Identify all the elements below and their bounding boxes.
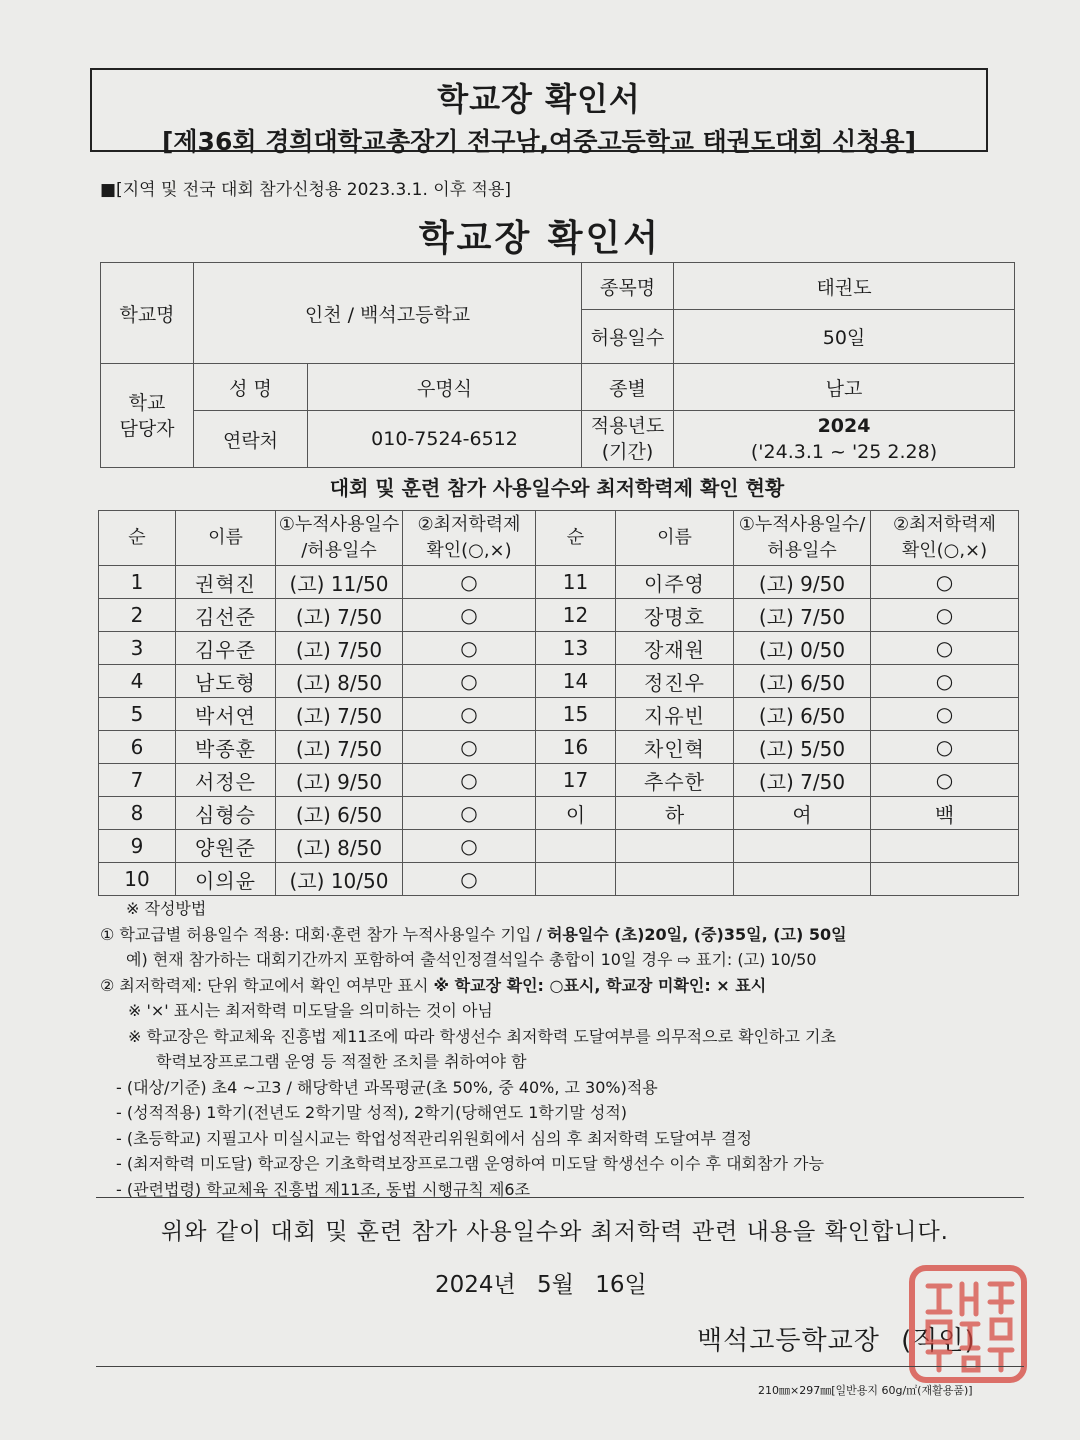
school-value: 인천 / 백석고등학교: [194, 263, 582, 364]
student-no: 7: [99, 764, 176, 797]
note-2-text: ② 최저학력제: 단위 학교에서 확인 여부만 표시: [100, 975, 434, 995]
contact-group-label: 학교 담당자: [101, 364, 194, 468]
student-check: ○: [403, 764, 536, 797]
detail-3: - (초등학교) 지필고사 미실시교는 학업성적관리위원회에서 심의 후 최저학력 도달여부 결정: [116, 1128, 752, 1148]
table-row: [99, 863, 1019, 896]
student-check: ○: [871, 632, 1019, 665]
student-days: (고) 8/50: [276, 665, 403, 698]
student-no: 16: [536, 731, 616, 764]
student-no: 2: [99, 599, 176, 632]
allowed-value: 50일: [674, 310, 1015, 364]
allowed-label: 허용일수: [582, 310, 674, 364]
note-2-bold: ※ 학교장 확인: ○표시, 학교장 미확인: × 표시: [433, 975, 767, 995]
student-no: 13: [536, 632, 616, 665]
empty-cell: [871, 830, 1019, 863]
student-name: 김우준: [176, 632, 276, 665]
detail-1: - (대상/기준) 초4 ~고3 / 해당학년 과목평균(초 50%, 중 40%, 고 30%)적용: [116, 1077, 658, 1097]
col-name: 이름: [176, 511, 276, 566]
notes-title: ※ 작성방법: [126, 899, 207, 918]
student-check: ○: [403, 566, 536, 599]
student-name: 남도형: [176, 665, 276, 698]
gender-value: 남고: [674, 364, 1015, 411]
col-min-right-line2: 확인(○,×): [901, 540, 988, 561]
student-check: ○: [403, 830, 536, 863]
student-no: 3: [99, 632, 176, 665]
note-4b: 학력보장프로그램 운영 등 적절한 조치를 취하여야 함: [156, 1052, 527, 1071]
empty-cell: [734, 863, 871, 896]
student-name: 권혁진: [176, 566, 276, 599]
student-days: (고) 7/50: [276, 731, 403, 764]
table-header-row: [99, 511, 1019, 566]
student-name: 지유빈: [616, 698, 734, 731]
student-name: 김선준: [176, 599, 276, 632]
col-min-right-line1: ②최저학력제: [892, 514, 997, 535]
detail-4: - (최저학력 미도달) 학교장은 기초학력보장프로그램 운영하여 미도달 학생선수 이수 후 대회참가 가능: [116, 1154, 824, 1173]
student-no: 5: [99, 698, 176, 731]
official-seal-icon: [906, 1262, 1030, 1386]
name-value: 우명식: [308, 364, 582, 411]
student-name: 정진우: [616, 665, 734, 698]
student-name: 박서연: [176, 698, 276, 731]
period-value: ('24.3.1 ~ '25 2.28): [750, 441, 938, 463]
student-no: 17: [536, 764, 616, 797]
info-table: [100, 262, 1015, 468]
student-no: 9: [99, 830, 176, 863]
col-min-line1: ②최저학력제: [417, 514, 521, 535]
student-name: 추수한: [616, 764, 734, 797]
detail-5: - (관련법령) 학교체육 진흥법 제11조, 동법 시행규칙 제6조: [116, 1179, 531, 1199]
blank-mark-cell: 하: [616, 797, 734, 830]
student-check: ○: [403, 797, 536, 830]
col-name-right: 이름: [616, 511, 734, 566]
student-check: ○: [403, 599, 536, 632]
student-name: 양원준: [176, 830, 276, 863]
col-days-right: [734, 511, 871, 566]
detail-2: - (성적적용) 1학기(전년도 2학기말 성적), 2학기(당해연도 1학기말 성적): [116, 1103, 628, 1122]
table-row: [99, 566, 1019, 599]
table-row: [99, 599, 1019, 632]
table-heading: 대회 및 훈련 참가 사용일수와 최저학력제 확인 현황: [329, 476, 785, 500]
col-days-right-line2: 허용일수: [767, 540, 837, 561]
col-no: 순: [99, 511, 176, 566]
empty-cell: [616, 863, 734, 896]
student-name: 박종훈: [176, 731, 276, 764]
year-value: 2024: [817, 415, 871, 437]
table-row: [99, 665, 1019, 698]
writing-notes: [100, 896, 1030, 1202]
student-check: ○: [403, 863, 536, 896]
note-2: [100, 973, 1030, 999]
student-check: ○: [403, 665, 536, 698]
notice-line: ■[지역 및 전국 대회 참가신청용 2023.3.1. 이후 적용]: [100, 180, 512, 200]
student-days: (고) 6/50: [734, 698, 871, 731]
student-no: 14: [536, 665, 616, 698]
divider-top: [96, 1197, 1024, 1198]
student-no: 6: [99, 731, 176, 764]
col-days: [276, 511, 403, 566]
student-table: [98, 510, 1019, 896]
event-label: 종목명: [582, 263, 674, 310]
col-days-right-line1: ①누적사용일수/: [738, 514, 866, 535]
student-no: 8: [99, 797, 176, 830]
note-4: ※ 학교장은 학교체육 진흥법 제11조에 따라 학생선수 최저학력 도달여부를 의무적으로 확인하고 기초: [128, 1026, 836, 1046]
phone-label: 연락처: [194, 411, 308, 468]
name-label: 성 명: [194, 364, 308, 411]
blank-mark-cell: 백: [871, 797, 1019, 830]
principal-name: 백석고등학교장: [697, 1326, 880, 1356]
note-1: [100, 922, 1030, 948]
student-name: 심형승: [176, 797, 276, 830]
student-days: (고) 6/50: [734, 665, 871, 698]
student-days: (고) 7/50: [276, 599, 403, 632]
header-subtitle: [제36회 경희대학교총장기 전구남,여중고등학교 태권도대회 신청용]: [161, 127, 916, 156]
year-label-2: (기간): [601, 441, 654, 463]
student-days: (고) 0/50: [734, 632, 871, 665]
student-name: 이의윤: [176, 863, 276, 896]
col-min: [403, 511, 536, 566]
student-check: ○: [403, 731, 536, 764]
col-min-line2: 확인(○,×): [426, 540, 512, 561]
year-value-cell: [674, 411, 1015, 468]
confirm-statement: 위와 같이 대회 및 훈련 참가 사용일수와 최저학력 관련 내용을 확인합니다.: [161, 1219, 949, 1245]
paper-spec: 210㎜×297㎜[일반용지 60g/㎡(재활용품)]: [758, 1384, 973, 1397]
col-days-line2: /허용일수: [301, 540, 377, 561]
school-label: 학교명: [101, 263, 194, 364]
student-check: ○: [871, 731, 1019, 764]
student-days: (고) 9/50: [276, 764, 403, 797]
document-header: [90, 68, 988, 156]
student-name: 장재원: [616, 632, 734, 665]
student-no: 12: [536, 599, 616, 632]
divider-bottom: [96, 1366, 1024, 1367]
student-name: 장명호: [616, 599, 734, 632]
note-3: ※ '×' 표시는 최저학력 미도달을 의미하는 것이 아님: [128, 1001, 493, 1020]
col-min-right: [871, 511, 1019, 566]
col-no-right: 순: [536, 511, 616, 566]
header-title: 학교장 확인서: [437, 80, 641, 118]
gender-label: 종별: [582, 364, 674, 411]
year-label-1: 적용년도: [590, 415, 665, 437]
blank-mark-cell: 여: [734, 797, 871, 830]
seal-label: (직인): [901, 1326, 976, 1356]
student-check: ○: [403, 698, 536, 731]
student-days: (고) 5/50: [734, 731, 871, 764]
student-name: 이주영: [616, 566, 734, 599]
student-days: (고) 7/50: [734, 764, 871, 797]
student-days: (고) 7/50: [276, 698, 403, 731]
student-name: 서정은: [176, 764, 276, 797]
note-1-text: ① 학교급별 허용일수 적용: 대회·훈련 참가 누적사용일수 기입 /: [100, 924, 547, 944]
student-days: (고) 9/50: [734, 566, 871, 599]
empty-cell: [734, 830, 871, 863]
student-days: (고) 11/50: [276, 566, 403, 599]
confirm-date: 2024년 5월 16일: [435, 1272, 647, 1298]
table-row: [99, 698, 1019, 731]
col-days-line1: ①누적사용일수: [278, 514, 400, 535]
student-check: ○: [871, 698, 1019, 731]
student-days: (고) 7/50: [276, 632, 403, 665]
table-row: [99, 731, 1019, 764]
student-check: ○: [871, 665, 1019, 698]
table-row: [99, 764, 1019, 797]
table-row: [99, 797, 1019, 830]
student-no: 10: [99, 863, 176, 896]
student-check: ○: [871, 599, 1019, 632]
student-days: (고) 10/50: [276, 863, 403, 896]
student-name: 차인혁: [616, 731, 734, 764]
note-1-bold: 허용일수 (초)20일, (중)35일, (고) 50일: [546, 924, 847, 944]
table-row: [99, 830, 1019, 863]
empty-cell: [536, 830, 616, 863]
year-label: [582, 411, 674, 468]
student-no: 4: [99, 665, 176, 698]
table-row: [99, 632, 1019, 665]
student-days: (고) 8/50: [276, 830, 403, 863]
student-days: (고) 7/50: [734, 599, 871, 632]
form-title: 학교장 확인서: [418, 218, 662, 259]
note-1-example: 예) 현재 참가하는 대회기간까지 포함하여 출석인정결석일수 총합이 10일 경우 ⇨ 표기: (고) 10/50: [126, 950, 817, 969]
student-check: ○: [871, 566, 1019, 599]
empty-cell: [616, 830, 734, 863]
student-no: 1: [99, 566, 176, 599]
empty-cell: [871, 863, 1019, 896]
student-no: 11: [536, 566, 616, 599]
student-check: ○: [871, 764, 1019, 797]
phone-value: 010-7524-6512: [308, 411, 582, 468]
blank-mark-cell: 이: [536, 797, 616, 830]
event-value: 태권도: [674, 263, 1015, 310]
empty-cell: [536, 863, 616, 896]
student-no: 15: [536, 698, 616, 731]
student-check: ○: [403, 632, 536, 665]
student-days: (고) 6/50: [276, 797, 403, 830]
